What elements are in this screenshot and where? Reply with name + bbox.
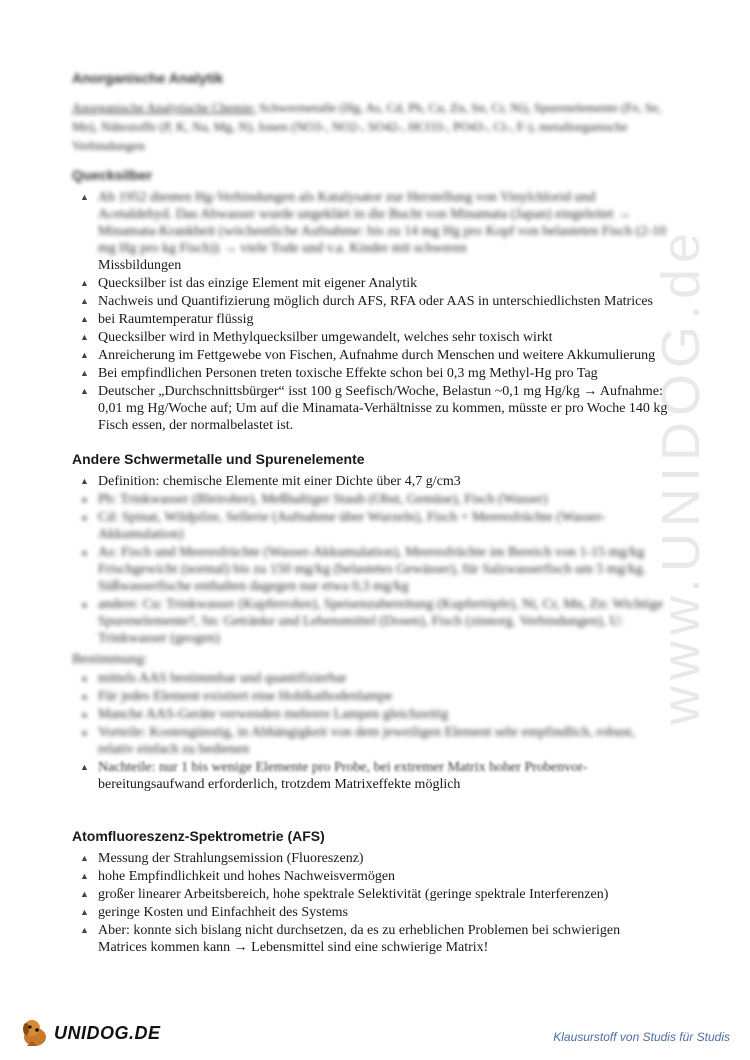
list-item bbox=[98, 759, 672, 793]
mercury-list bbox=[72, 189, 672, 434]
list-item: ▲ Deutscher „Durchschnittsbürger“ isst 100 g Seefisch/Woche, Belastun ~0,1 mg Hg/kg → Aufnahme: 0,01 mg Hg/Woche auf; Um auf die Minamata-Verhältnisse zu kommen, müsste er pro Woche 140 kg Fisch essen, der normalbelastet ist. bbox=[98, 383, 672, 434]
list-item-text-blurred: ▲ Ab 1952 dienten Hg-Verbindungen als Katalysator zur Herstellung von Vinylchlorid und Acetaldehyd. Das Abwasser wurde ungeklärt in die Bucht von Minamata (Japan) eingeleitet → Minamata-Krankheit (wöchentliche Aufnahme: bis zu 14 mg Hg pro Kopf von belasteten Fisch (2-10 mg Hg pro kg Fisch)) → viele Tode und v.a. Kinder mit schweren bbox=[98, 190, 667, 256]
intro-text: Schwermetalle (Hg, As, Cd, Pb, Cu, Zn, Sn, Cr, Ni), Spurenelemente (Fe, Se, Mn), Nährstoffe (P, K, Na, Mg, N), Ionen (NO3-, NO2-, SO42-, HCO3-, PO43-, Cl-, F-), metallorganische Verbindungen bbox=[72, 100, 662, 153]
section-heading-heavy-metals: Andere Schwermetalle und Spurenelemente bbox=[72, 451, 365, 467]
list-item: ▲ Anreicherung im Fettgewebe von Fischen, Aufnahme durch Menschen und weitere Akkumulierung bbox=[98, 347, 672, 364]
heavy-metals-list bbox=[72, 473, 672, 647]
logo-text: UNIDOG.DE bbox=[54, 1022, 161, 1043]
page-title: Anorganische Analytik bbox=[72, 70, 224, 86]
list-item: ▲ Für jedes Element existiert eine Hohlkathodenlampe bbox=[98, 688, 672, 705]
list-item bbox=[98, 189, 672, 274]
list-item-text-tail: bereitungsaufwand erforderlich, trotzdem Matrixeffekte möglich bbox=[98, 777, 461, 792]
list-item: ▲ Manche AAS-Geräte verwenden mehrere Lampen gleichzeitig bbox=[98, 706, 672, 723]
list-item: ▲ bei Raumtemperatur flüssig bbox=[98, 311, 672, 328]
section-heading-afs: Atomfluoreszenz-Spektrometrie (AFS) bbox=[72, 828, 325, 844]
section-heading-mercury: Quecksilber bbox=[72, 167, 153, 183]
footer-tagline: Klausurstoff von Studis für Studis bbox=[553, 1030, 730, 1044]
list-item: ▲ Nachweis und Quantifizierung möglich durch AFS, RFA oder AAS in unterschiedlichsten Matrices bbox=[98, 293, 672, 310]
list-item: ▲ Bei empfindlichen Personen treten toxische Effekte schon bei 0,3 mg Methyl-Hg pro Tag bbox=[98, 365, 672, 382]
afs-list bbox=[72, 850, 672, 956]
list-item-text-blurred: ▲ Nachteile: nur 1 bis wenige Elemente pro Probe, bei extremer Matrix hoher Probenvor- bbox=[98, 760, 588, 775]
unidog-logo[interactable] bbox=[18, 1017, 161, 1049]
document-body bbox=[72, 70, 672, 957]
list-item: ▲ Aber: konnte sich bislang nicht durchsetzen, da es zu erheblichen Problemen bei schwierigen Matrices kommen kann → Lebensmittel sind eine schwierige Matrix! bbox=[98, 922, 672, 956]
dog-mascot-icon bbox=[18, 1017, 52, 1049]
intro-paragraph bbox=[72, 98, 672, 155]
list-item: ▲ Vorteile: Kostengünstig, in Abhängigkeit von dem jeweiligen Element sehr empfindlich, robust, relativ einfach zu bedienen bbox=[98, 724, 672, 758]
list-item: ▲ mittels AAS bestimmbar und quantifizierbar bbox=[98, 670, 672, 687]
list-item: ▲ Messung der Strahlungsemission (Fluoreszenz) bbox=[98, 850, 672, 867]
list-item: ▲ Definition: chemische Elemente mit einer Dichte über 4,7 g/cm3 bbox=[98, 473, 672, 490]
list-item-text-tail: Missbildungen bbox=[98, 258, 182, 273]
list-item: ▲ Pb: Trinkwasser (Bleirohre), Meßhaltiger Staub (Obst, Gemüse), Fisch (Wasser) bbox=[98, 491, 672, 508]
list-item: ▲ großer linearer Arbeitsbereich, hohe spektrale Selektivität (geringe spektrale Interferenzen) bbox=[98, 886, 672, 903]
list-item: ▲ hohe Empfindlichkeit und hohes Nachweisvermögen bbox=[98, 868, 672, 885]
determination-list bbox=[72, 670, 672, 793]
list-item: ▲ Cd: Spinat, Wildpilze, Sellerie (Aufnahme über Wurzeln), Fisch + Meeresfrüchte (Wasser-Akkumulation) bbox=[98, 509, 672, 543]
list-item: ▲ geringe Kosten und Einfachheit des Systems bbox=[98, 904, 672, 921]
list-item: ▲ Quecksilber ist das einzige Element mit eigener Analytik bbox=[98, 275, 672, 292]
list-item: ▲ andere: Cu: Trinkwasser (Kupferrohre), Speisenzubereitung (Kupfertöpfe), Ni, Cr, Mn, Zn: Wichtige Spurenelemente?, Sn: Getränke und Lebensmittel (Dosen), Fisch (zinnorg. Verbindungen), U: Trinkwasser (geogen) bbox=[98, 596, 672, 647]
determination-label: Bestimmung: bbox=[72, 652, 148, 667]
watermark-text: www.UNIDOG.de bbox=[651, 226, 711, 725]
list-item: ▲ As: Fisch und Meeresfrüchte (Wasser-Akkumulation), Meeresfrüchte im Bereich von 1-15 mg/kg Frischgewicht (normal) bis zu 150 mg/kg (belastetes Gewässer), für Salzwasserfisch um 5 mg/kg. Süßwasserfische enthalten dagegen nur etwa 0,3 mg/kg bbox=[98, 544, 672, 595]
list-item: ▲ Quecksilber wird in Methylquecksilber umgewandelt, welches sehr toxisch wirkt bbox=[98, 329, 672, 346]
intro-link: Anorganische Analytische Chemie: bbox=[72, 100, 256, 115]
